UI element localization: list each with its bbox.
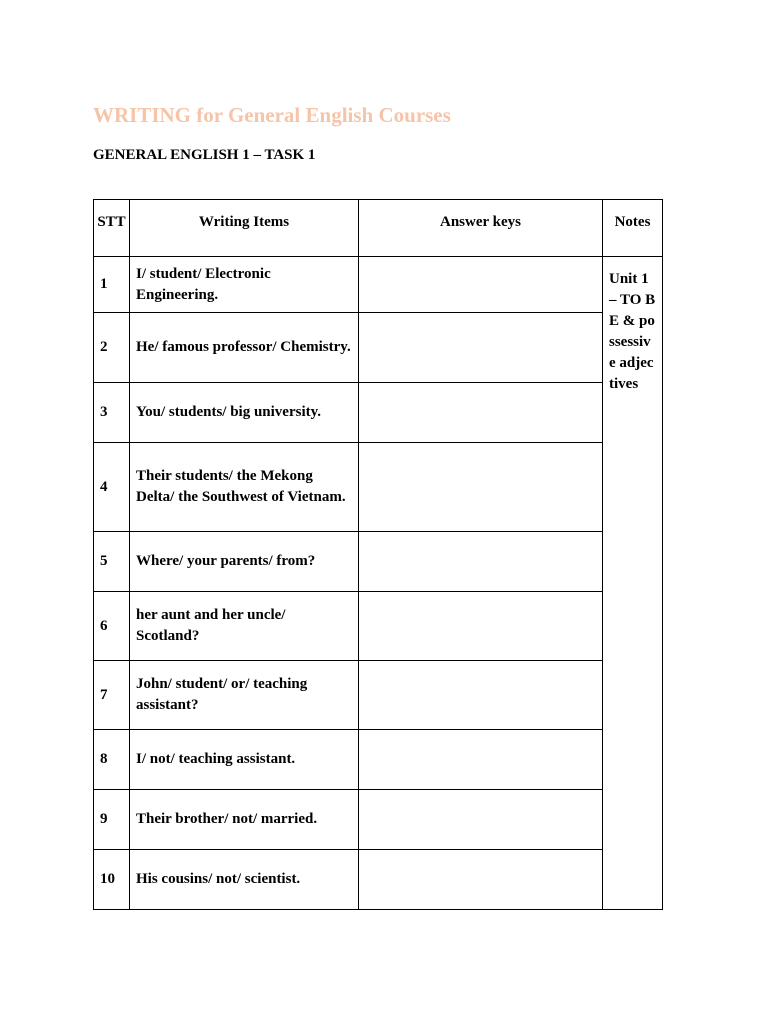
table-header-row [94,200,663,257]
answer-cell[interactable] [359,313,603,383]
writing-item: I/ not/ teaching assistant. [130,730,359,790]
writing-item: Their brother/ not/ married. [130,790,359,850]
header-number: STT [94,200,130,257]
table-row [94,257,663,313]
writing-item: her aunt and her uncle/ Scotland? [130,592,359,661]
row-number: 8 [94,730,130,790]
answer-cell[interactable] [359,383,603,443]
writing-item: John/ student/ or/ teaching assistant? [130,661,359,730]
table-row [94,592,663,661]
table-row [94,443,663,532]
table-row [94,532,663,592]
answer-cell[interactable] [359,661,603,730]
document-title: WRITING for General English Courses [93,103,451,127]
writing-item: Their students/ the Mekong Delta/ the Southwest of Vietnam. [130,443,359,532]
answer-cell[interactable] [359,730,603,790]
document-subtitle: GENERAL ENGLISH 1 – TASK 1 [93,147,316,163]
table-row [94,661,663,730]
row-number: 3 [94,383,130,443]
answer-cell[interactable] [359,443,603,532]
header-writing-items: Writing Items [130,200,359,257]
writing-item: He/ famous professor/ Chemistry. [130,313,359,383]
row-number: 2 [94,313,130,383]
row-number: 7 [94,661,130,730]
table-row [94,850,663,910]
writing-task-table [93,199,663,910]
row-number: 6 [94,592,130,661]
row-number: 1 [94,257,130,313]
answer-cell[interactable] [359,532,603,592]
row-number: 5 [94,532,130,592]
answer-cell[interactable] [359,850,603,910]
header-answer-keys: Answer keys [359,200,603,257]
header-notes: Notes [603,200,663,257]
row-number: 10 [94,850,130,910]
answer-cell[interactable] [359,790,603,850]
answer-cell[interactable] [359,592,603,661]
writing-item: I/ student/ Electronic Engineering. [130,257,359,313]
notes-cell: Unit 1 – TO BE & possessive adjectives [603,257,663,910]
answer-cell[interactable] [359,257,603,313]
table-row [94,383,663,443]
table-row [94,313,663,383]
row-number: 4 [94,443,130,532]
writing-item: His cousins/ not/ scientist. [130,850,359,910]
row-number: 9 [94,790,130,850]
table-row [94,730,663,790]
table-row [94,790,663,850]
writing-item: Where/ your parents/ from? [130,532,359,592]
writing-item: You/ students/ big university. [130,383,359,443]
